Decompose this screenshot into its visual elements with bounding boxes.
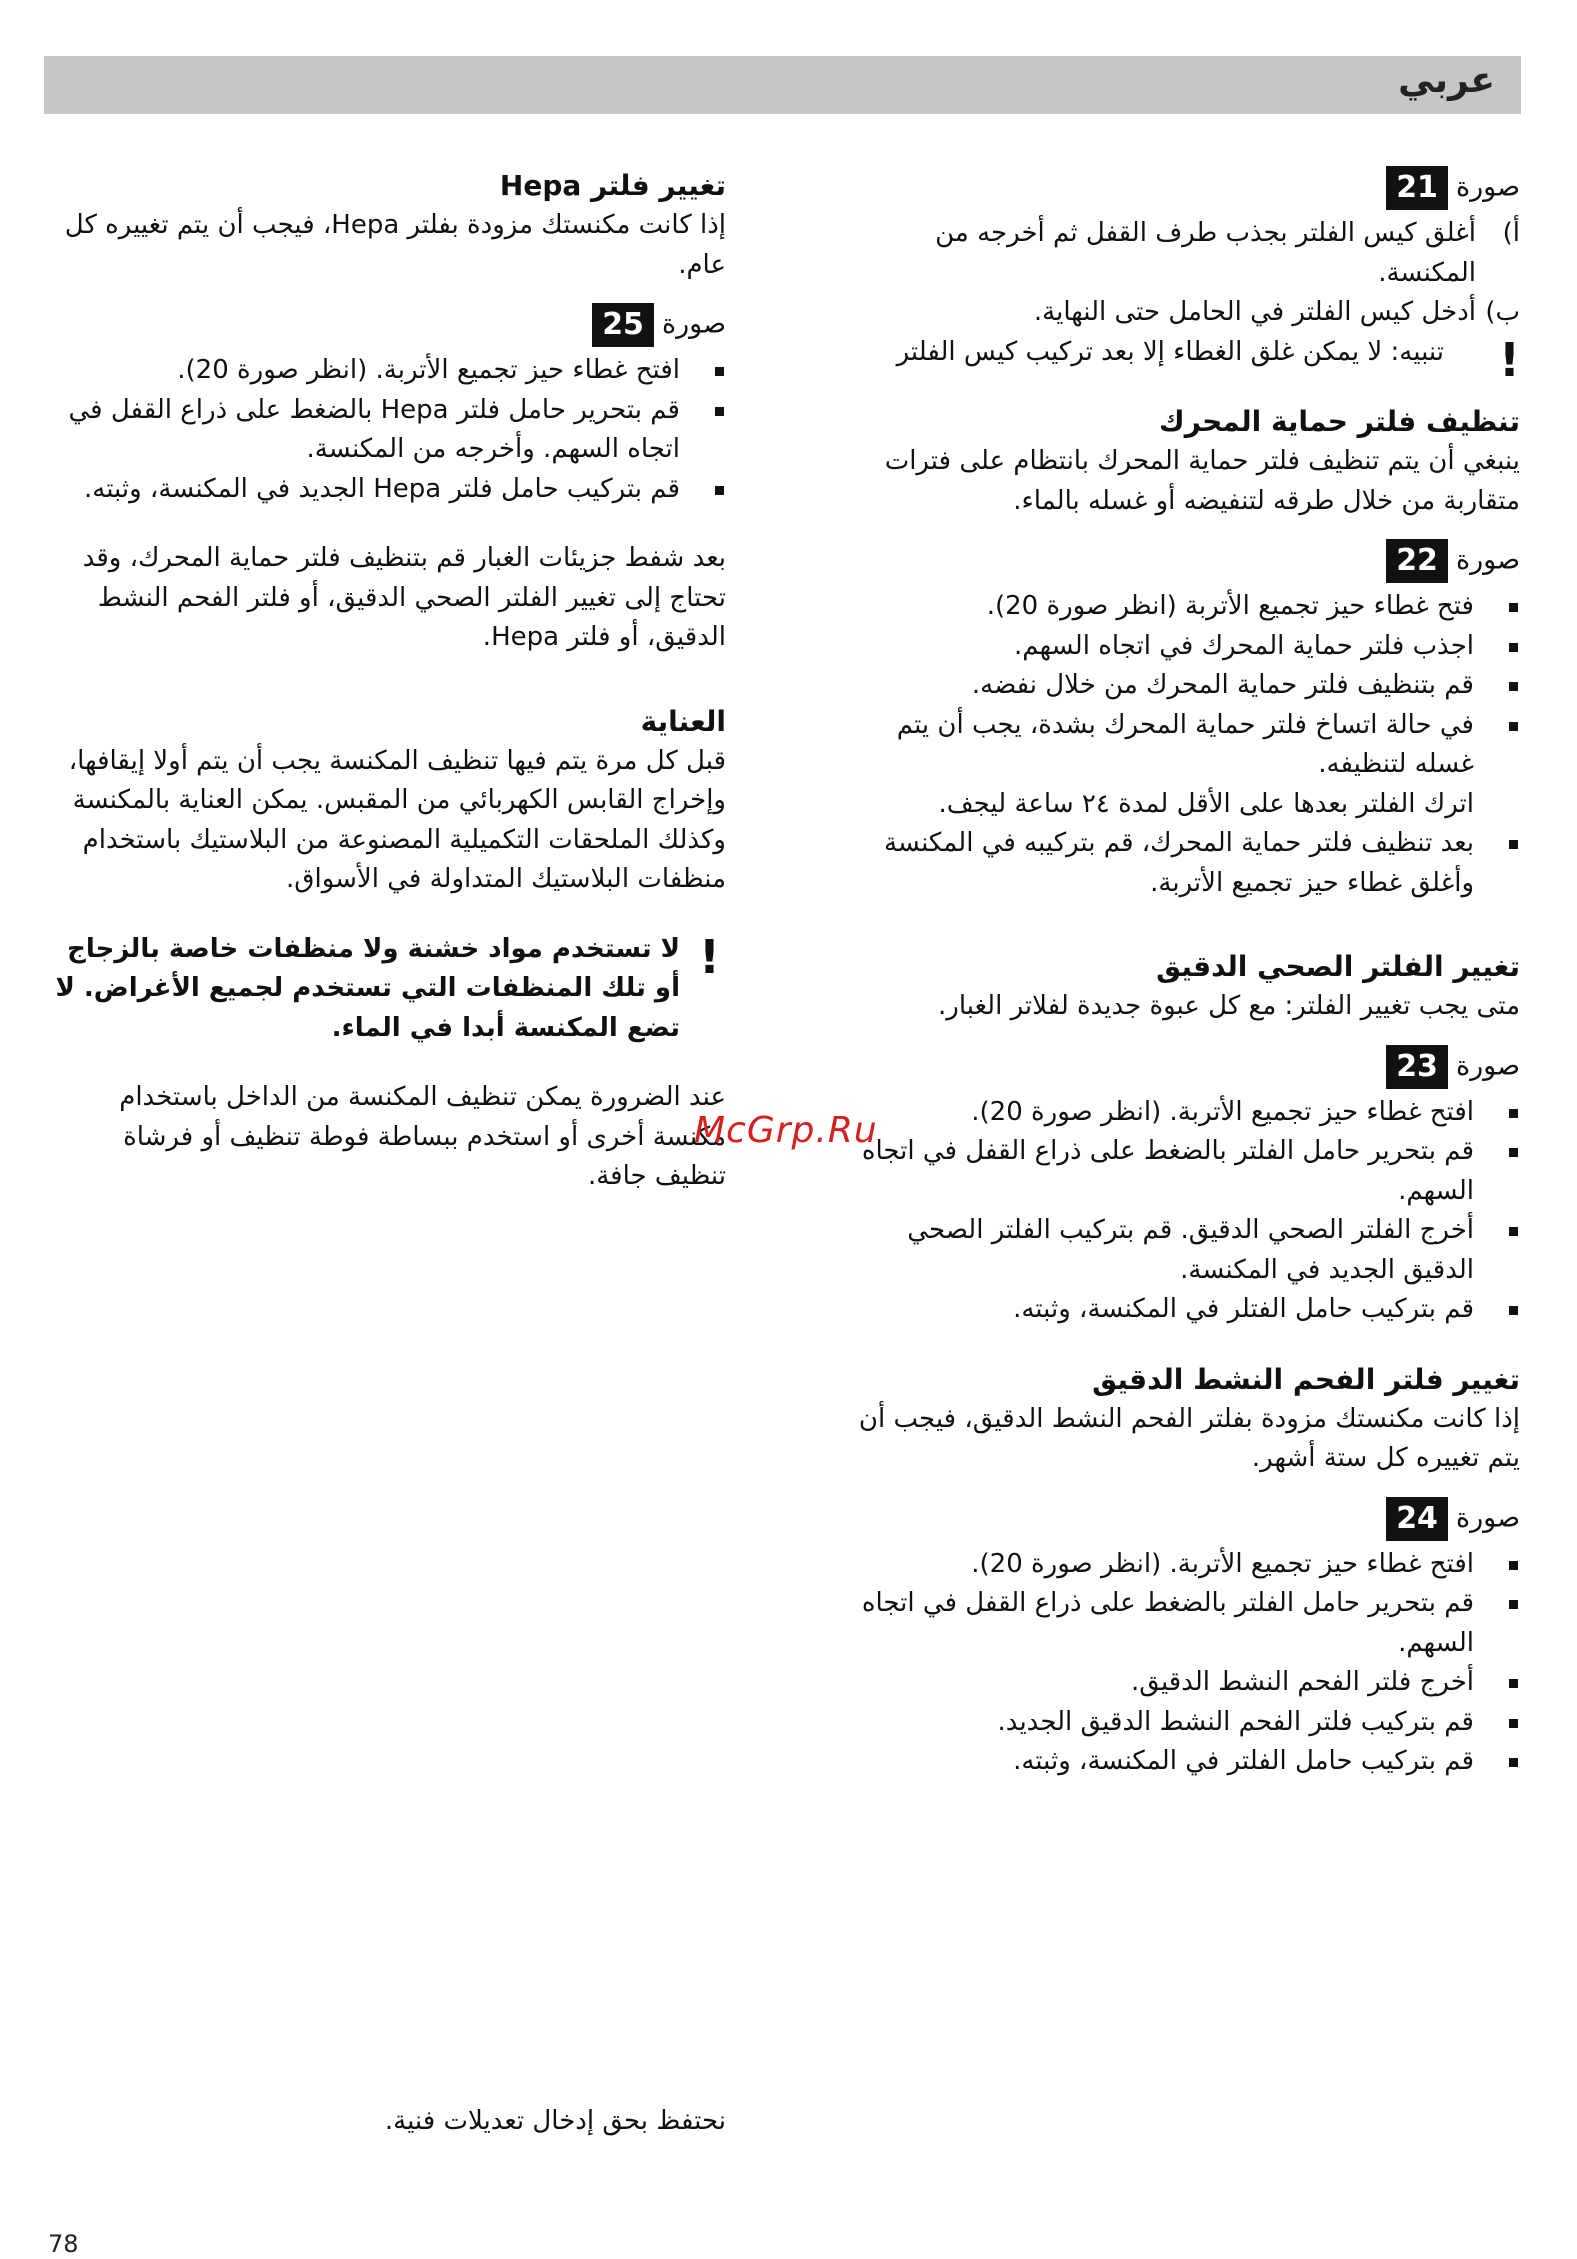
left-column [50, 166, 726, 1197]
right-column [832, 166, 1520, 1782]
inside-cleaning-note: عند الضرورة يمكن تنظيف المكنسة من الداخل باستخدام مكنسة أخرى أو استخدم ببساطة فوطة تنظيف أو فرشاة تنظيف جافة. [119, 1082, 726, 1191]
list-item: افتح غطاء حيز تجميع الأتربة. (انظر صورة 20). [50, 351, 726, 391]
exclamation-icon: ! [1499, 332, 1520, 387]
list-item: في حالة اتساخ فلتر حماية المحرك بشدة، يجب أن يتم غسله لتنظيفه. [832, 706, 1520, 785]
figure-22-steps-continued [832, 824, 1520, 903]
figure-number-badge: 22 [1386, 539, 1448, 583]
cleaning-warning: ! لا تستخدم مواد خشنة ولا منظفات خاصة بالزجاج أو تلك المنظفات التي تستخدم لجميع الأغراض. لا تضع المكنسة أبدا في الماء. [55, 929, 720, 1043]
page-number: 78 [48, 2230, 79, 2258]
list-item: افتح غطاء حيز تجميع الأتربة. (انظر صورة 20). [832, 1545, 1520, 1585]
carbon-filter-intro: إذا كانت مكنستك مزودة بفلتر الفحم النشط الدقيق، فيجب أن يتم تغييره كل ستة أشهر. [858, 1403, 1520, 1473]
figure-number-badge: 25 [592, 303, 654, 347]
figure-21-label: صورة21 [832, 166, 1520, 210]
list-item: قم بتركيب حامل الفتلر في المكنسة، وثبته. [832, 1290, 1520, 1330]
language-header-bar [44, 56, 1521, 114]
list-item: بعد تنظيف فلتر حماية المحرك، قم بتركيبه في المكنسة وأغلق غطاء حيز تجميع الأتربة. [832, 824, 1520, 903]
list-item: قم بتركيب فلتر الفحم النشط الدقيق الجديد. [832, 1703, 1520, 1743]
figure-number-badge: 21 [1386, 166, 1448, 210]
figure-23-steps [832, 1093, 1520, 1330]
section-title-hygiene-filter: تغيير الفلتر الصحي الدقيق [1156, 950, 1520, 983]
section-title-motor-filter: تنظيف فلتر حماية المحرك [1159, 405, 1520, 438]
hepa-intro: إذا كانت مكنستك مزودة بفلتر Hepa، فيجب أن يتم تغييره كل عام. [64, 210, 726, 280]
list-item: قم بتحرير حامل فلتر Hepa بالضغط على ذراع القفل في اتجاه السهم. وأخرجه من المكنسة. [50, 391, 726, 470]
figure-25-label: صورة25 [50, 303, 726, 347]
watermark: McGrp.Ru [694, 1110, 878, 1151]
language-label: عربي [1398, 60, 1495, 101]
dry-note: اترك الفلتر بعدها على الأقل لمدة ٢٤ ساعة ليجف. [938, 788, 1474, 819]
figure-22-steps [832, 587, 1520, 785]
list-item: أخرج فلتر الفحم النشط الدقيق. [832, 1663, 1520, 1703]
care-text: قبل كل مرة يتم فيها تنظيف المكنسة يجب أن يتم أولا إيقافها، وإخراج القابس الكهربائي من المقبس. يمكن العناية بالمكنسة وكذلك الملحقات التكميلية المصنوعة من البلاستيك باستخدام منظفات البلاستيك المتداولة في الأسواق. [68, 745, 726, 894]
list-item: أ) أغلق كيس الفلتر بجذب طرف القفل ثم أخرجه من المكنسة. [935, 218, 1520, 288]
list-item: ب) أدخل كيس الفلتر في الحامل حتى النهاية. [1033, 297, 1520, 327]
figure-22-label: صورة22 [832, 539, 1520, 583]
section-title-care: العناية [640, 704, 726, 738]
list-item: فتح غطاء حيز تجميع الأتربة (انظر صورة 20). [832, 587, 1520, 627]
list-item: قم بتركيب حامل الفلتر في المكنسة، وثبته. [832, 1742, 1520, 1782]
figure-24-label: صورة24 [832, 1497, 1520, 1541]
figure-number-badge: 23 [1386, 1045, 1448, 1089]
list-item: قم بتركيب حامل فلتر Hepa الجديد في المكنسة، وثبته. [50, 470, 726, 510]
list-item: اجذب فلتر حماية المحرك في اتجاه السهم. [832, 627, 1520, 667]
section-title-carbon-filter: تغيير فلتر الفحم النشط الدقيق [1092, 1362, 1520, 1396]
hygiene-filter-intro: متى يجب تغيير الفلتر: مع كل عبوة جديدة لفلاتر الغبار. [938, 991, 1520, 1021]
figure-23-label: صورة23 [832, 1045, 1520, 1089]
tech-changes-note-block [50, 2102, 726, 2142]
motor-filter-intro: ينبغي أن يتم تنظيف فلتر حماية المحرك بانتظام على فترات متقاربة من خلال طرقه لتنفيضه أو غسله بالماء. [884, 446, 1520, 516]
after-vacuum-note: بعد شفط جزيئات الغبار قم بتنظيف فلتر حماية المحرك، وقد تحتاج إلى تغيير الفلتر الصحي الدقيق، أو فلتر الفحم النشط الدقيق، أو فلتر Hepa. [82, 543, 726, 652]
list-item: قم بتحرير حامل الفلتر بالضغط على ذراع القفل في اتجاه السهم. [832, 1584, 1520, 1663]
list-item: قم بتحرير حامل الفلتر بالضغط على ذراع القفل في اتجاه السهم. [832, 1132, 1520, 1211]
exclamation-icon: ! [699, 929, 720, 984]
list-item: قم بتنظيف فلتر حماية المحرك من خلال نفضه. [832, 666, 1520, 706]
figure-21-steps [832, 214, 1520, 333]
list-item: افتح غطاء حيز تجميع الأتربة. (انظر صورة 20). [832, 1093, 1520, 1133]
list-item: أخرج الفلتر الصحي الدقيق. قم بتركيب الفلتر الصحي الدقيق الجديد في المكنسة. [832, 1211, 1520, 1290]
tech-changes-note: نحتفظ بحق إدخال تعديلات فنية. [384, 2106, 726, 2136]
figure-25-steps [50, 351, 726, 509]
figure-24-steps [832, 1545, 1520, 1782]
section-title-hepa: تغيير فلتر Hepa [499, 169, 726, 202]
lid-note: ! تنبيه: لا يمكن غلق الغطاء إلا بعد تركيب كيس الفلتر [896, 332, 1520, 387]
figure-number-badge: 24 [1386, 1497, 1448, 1541]
